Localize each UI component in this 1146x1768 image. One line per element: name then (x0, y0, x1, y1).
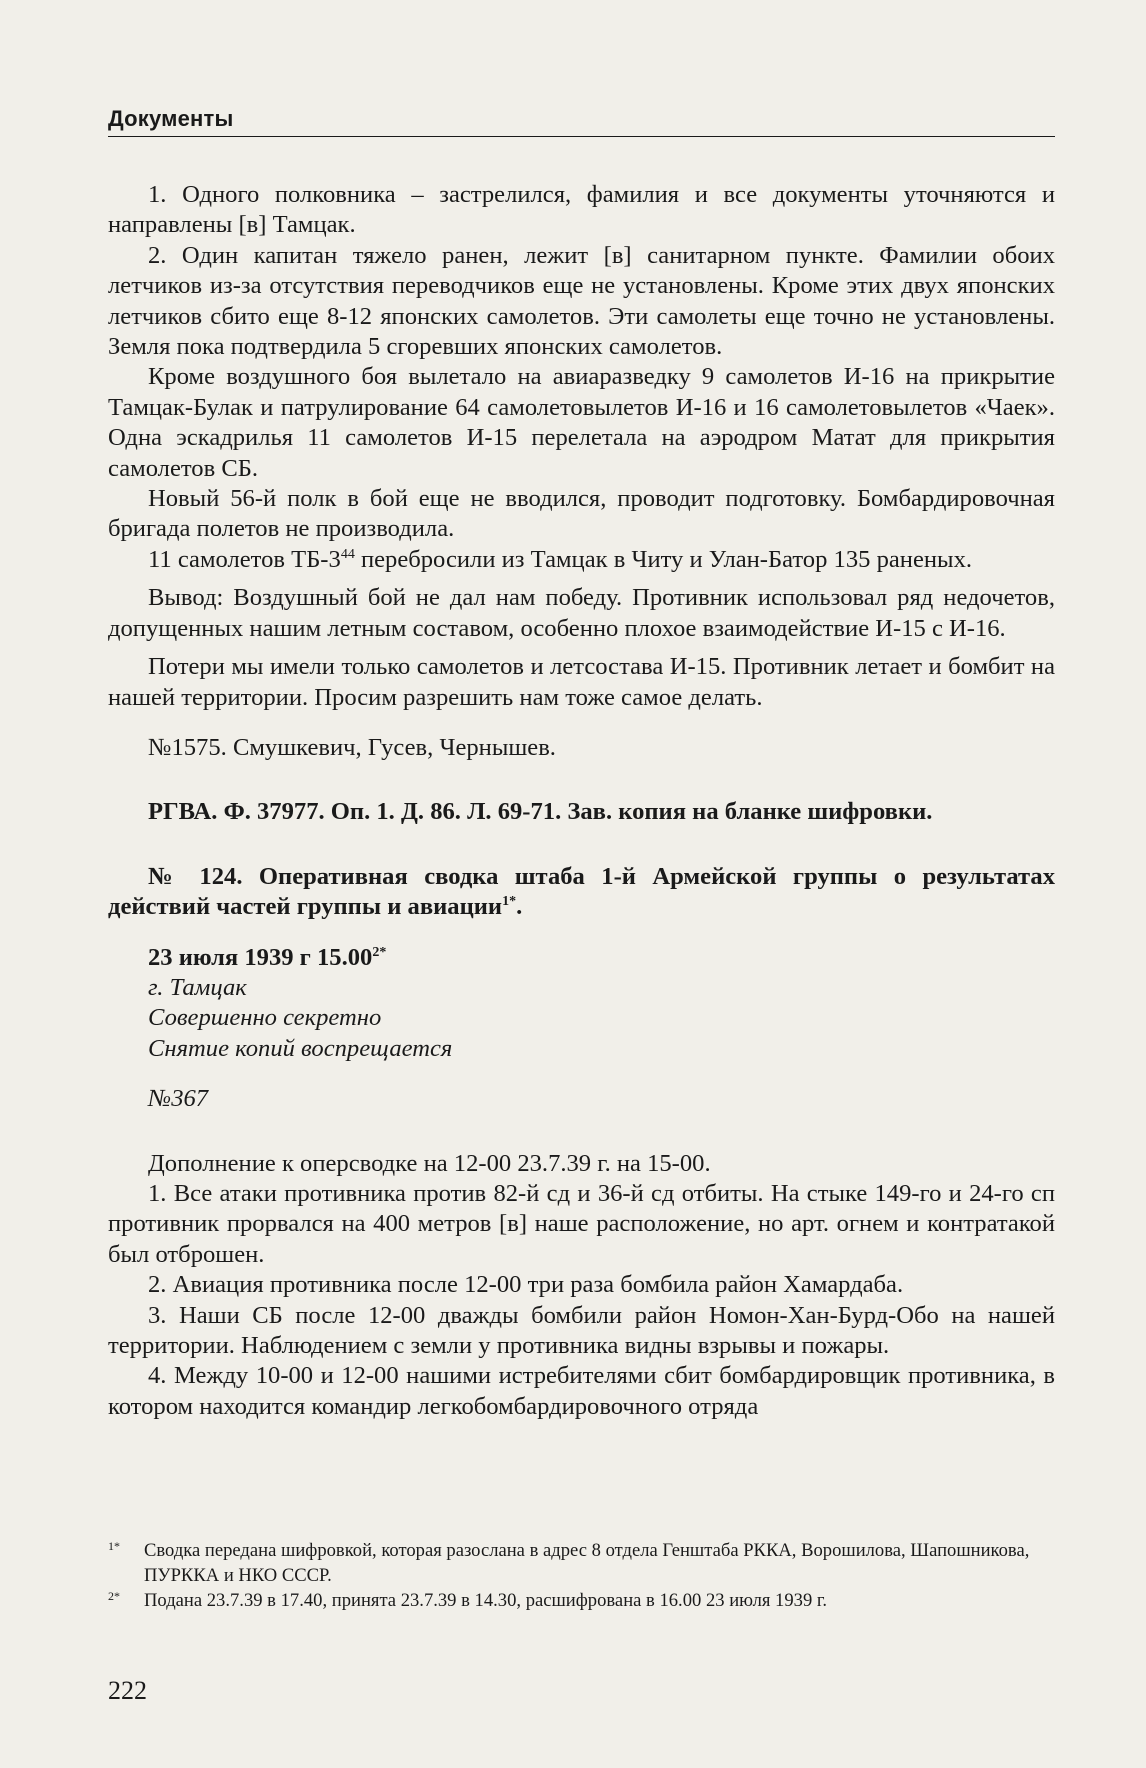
main-text (108, 180, 1055, 1422)
date-text: 23 июля 1939 г 15.00 (148, 943, 373, 971)
footnote (108, 1588, 1055, 1613)
footnote-mark: 1* (108, 1539, 120, 1553)
footnote-ref: 1* (502, 893, 517, 909)
paragraph: 1. Все атаки противника против 82-й сд и 36-й сд отбиты. На стыке 149-го и 24-го сп противник прорвался на 400 метров [в] наше расположение, но арт. огнем и контратакой был отброшен. (108, 1179, 1055, 1268)
document-place: г. Тамцак (148, 973, 247, 1001)
footnote-ref: 2* (372, 944, 387, 960)
footnote-text: Сводка передана шифровкой, которая разослана в адрес 8 отдела Генштаба РККА, Ворошилова, Шапошникова, ПУРККА и НКО СССР. (144, 1540, 1030, 1586)
page-number: 222 (108, 1676, 147, 1705)
document-title-end: . (516, 893, 523, 921)
running-header (108, 96, 1055, 137)
document-title (108, 862, 1055, 923)
document-number: №367 (148, 1085, 209, 1113)
document-title-text: № 124. Оперативная сводка штаба 1-й Армейской группы о результатах действий частей группы и авиации (108, 862, 1055, 921)
paragraph (108, 545, 1055, 575)
footnote-mark: 2* (108, 1589, 120, 1603)
paragraph: 1. Одного полковника – застрелился, фамилия и все документы уточняются и направлены [в] Тамцак. (108, 181, 1055, 239)
document-date (108, 943, 1055, 973)
signature-line: №1575. Смушкевич, Гусев, Чернышев. (148, 733, 556, 761)
paragraph: Потери мы имели только самолетов и летсостава И-15. Противник летает и бомбит на нашей территории. Просим разрешить нам тоже самое делать. (108, 653, 1055, 711)
footnote-text: Подана 23.7.39 в 17.40, принята 23.7.39 в 14.30, расшифрована в 16.00 23 июля 1939 г. (144, 1590, 828, 1611)
paragraph-text: 11 самолетов ТБ-3 (148, 545, 341, 573)
paragraph: Новый 56-й полк в бой еще не вводился, проводит подготовку. Бомбардировочная бригада полетов не производила. (108, 485, 1055, 543)
secrecy-mark: Совершенно секретно (148, 1004, 382, 1032)
endnote-ref: 44 (340, 546, 355, 562)
paragraph: 3. Наши СБ после 12-00 дважды бомбили район Номон-Хан-Бурд-Обо на нашей территории. Наблюдением с земли у противника видны взрывы и пожары. (108, 1301, 1055, 1359)
paragraph-text: перебросили из Тамцак в Читу и Улан-Батор 135 раненых. (354, 545, 973, 573)
paragraph: 4. Между 10-00 и 12-00 нашими истребителями сбит бомбардировщик противника, в котором находится командир легкобомбардировочного отряда (108, 1362, 1055, 1420)
copy-restriction: Снятие копий воспрещается (148, 1034, 453, 1062)
paragraph: 2. Один капитан тяжело ранен, лежит [в] санитарном пункте. Фамилии обоих летчиков из-за отсутствия переводчиков еще не установлены. Кроме этих двух японских летчиков сбито еще 8-12 японских самолетов. Эти самолеты еще точно не установлены. Земля пока подтвердила 5 сгоревших японских самолетов. (108, 241, 1055, 361)
section-title: Документы (108, 106, 234, 131)
paragraph: Кроме воздушного боя вылетало на авиаразведку 9 самолетов И-16 на прикрытие Тамцак-Булак и патрулирование 64 самолетовылетов И-16 и 16 самолетовылетов «Чаек». Одна эскадрилья 11 самолетов И-15 перелетала на аэродром Матат для прикрытия самолетов СБ. (108, 363, 1055, 482)
archive-reference: РГВА. Ф. 37977. Оп. 1. Д. 86. Л. 69-71. Зав. копия на бланке шифровки. (148, 798, 933, 826)
paragraph: Вывод: Воздушный бой не дал нам победу. Противник использовал ряд недочетов, допущенных нашим летным составом, особенно плохое взаимодействие И-15 с И-16. (108, 584, 1055, 642)
paragraph: 2. Авиация противника после 12-00 три раза бомбила район Хамардаба. (148, 1271, 904, 1299)
paragraph: Дополнение к оперсводке на 12-00 23.7.39 г. на 15-00. (148, 1149, 711, 1177)
footnotes (108, 1538, 1055, 1613)
footnote (108, 1538, 1055, 1588)
